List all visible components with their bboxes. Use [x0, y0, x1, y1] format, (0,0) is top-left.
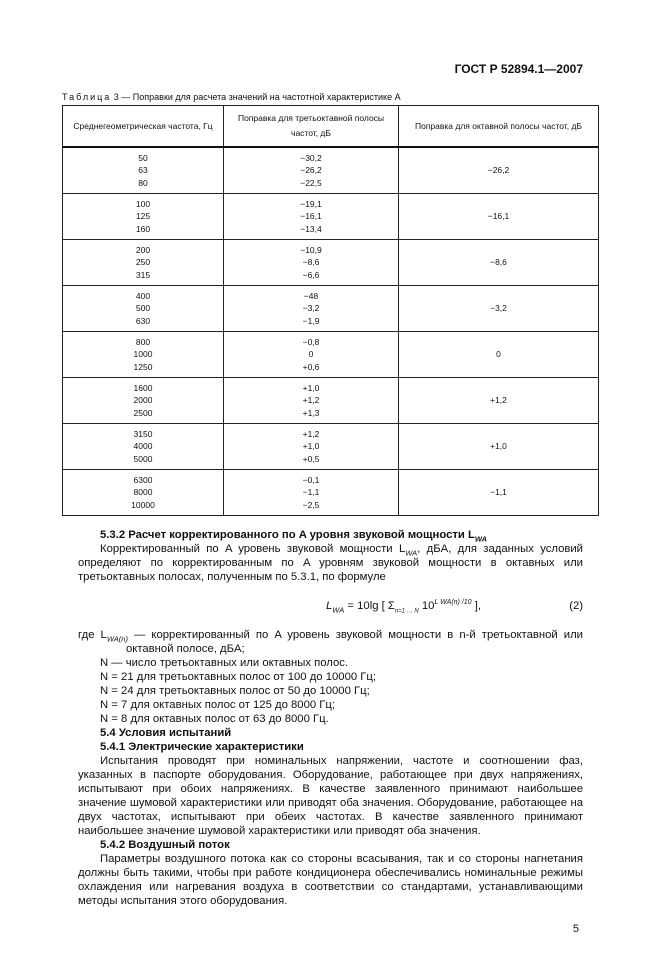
- freqs-value: 100: [135, 198, 151, 209]
- section-heading-5-4-1: 5.4.1 Электрические характеристики: [100, 741, 304, 753]
- third-value: +1,0: [302, 441, 320, 452]
- third-value: −6,6: [302, 269, 320, 280]
- freqs-value: 4000: [133, 441, 153, 452]
- third-value: +1,0: [302, 382, 320, 393]
- table-row: [63, 470, 599, 516]
- freqs-value: 10000: [131, 499, 155, 510]
- list-item: N = 7 для октавных полос от 125 до 8000 Гц;: [100, 699, 336, 711]
- table-row: [63, 378, 599, 424]
- third-value: 0: [308, 349, 314, 360]
- freqs-value: 125: [135, 211, 151, 222]
- third-value: +1,3: [302, 407, 320, 418]
- freqs-value: 50: [138, 152, 148, 163]
- section-heading-5-3-2: 5.3.2 Расчет корректированного по A уровня звуковой мощности $L_{WA}$: [100, 529, 487, 544]
- octave-cell: +1,2: [399, 378, 599, 424]
- definition: где $L_{WA(n)}$ — корректированный по A уровень звуковой мощности в n-й третьоктавной или октавной полосе, дБA;: [78, 629, 583, 655]
- column-header: Поправка для октавной полосы частот, дБ: [399, 106, 599, 148]
- octave-cell: −1,1: [399, 470, 599, 516]
- table-row: [63, 240, 599, 286]
- freqs-cell: [63, 470, 224, 516]
- caption-text: 3 — Поправки для расчета значений на частотной характеристике A: [111, 92, 401, 102]
- freqs-cell: [63, 286, 224, 332]
- freqs-cell: [63, 147, 224, 194]
- third-value: −1,9: [302, 315, 320, 326]
- table-row: [63, 286, 599, 332]
- list-item: N = 8 для октавных полос от 63 до 8000 Гц.: [100, 713, 329, 725]
- freqs-cell: [63, 194, 224, 240]
- freqs-cell: [63, 378, 224, 424]
- table-row: [63, 147, 599, 194]
- freqs-cell: [63, 424, 224, 470]
- third-cell: [224, 424, 399, 470]
- correction-table: [62, 105, 599, 516]
- third-value: −16,1: [300, 211, 322, 222]
- section-heading-5-4: 5.4 Условия испытаний: [100, 727, 232, 739]
- formula-expression: $L_{WA} = 10\lg$ [ $\Sigma_{n=1 \dots N}$ $10^{L WA(n) /10}$ ],: [326, 599, 481, 615]
- third-cell: [224, 286, 399, 332]
- third-value: −0,8: [302, 336, 320, 347]
- freqs-value: 160: [135, 223, 151, 234]
- table-caption: [62, 91, 599, 103]
- octave-cell: −8,6: [399, 240, 599, 286]
- table-row: [63, 332, 599, 378]
- list-item: N = 21 для третьоктавных полос от 100 до 10000 Гц;: [100, 671, 376, 683]
- octave-cell: −3,2: [399, 286, 599, 332]
- third-value: −22,5: [300, 177, 322, 188]
- third-cell: [224, 378, 399, 424]
- third-value: −13,4: [300, 223, 322, 234]
- paragraph: Параметры воздушного потока как со стороны всасывания, так и со стороны нагнетания должны быть такими, чтобы при работе кондиционера обеспечивались номинальные режимы охлаждения или нагревания воздуха в соответствии со стандартами, устанавливающими методы испытания этого оборудования.: [78, 853, 583, 907]
- table-row: [63, 194, 599, 240]
- freqs-value: 80: [138, 177, 148, 188]
- caption-label: Таблица: [62, 92, 112, 102]
- document-id: ГОСТ Р 52894.1—2007: [454, 62, 583, 76]
- octave-cell: −26,2: [399, 147, 599, 194]
- freqs-value: 800: [135, 336, 151, 347]
- third-value: −19,1: [300, 198, 322, 209]
- octave-cell: −16,1: [399, 194, 599, 240]
- third-value: −26,2: [300, 165, 322, 176]
- page-number: 5: [572, 923, 579, 935]
- paragraph: Испытания проводят при номинальных напряжении, частоте и соотношении фаз, указанных в паспорте оборудования. Оборудование, работающее при двух напряжениях, испытывают при обоих напряжениях. В качестве заявленного принимают наибольшее значение шумовой характеристики или приводят оба значения. Оборудование, работающее на двух частотах, испытывают при обеих частотах. В качестве заявленного принимают наибольшее значение шумовой характеристики или приводят оба значения.: [78, 755, 583, 837]
- third-value: +0,5: [302, 453, 320, 464]
- third-cell: [224, 147, 399, 194]
- freqs-value: 63: [138, 165, 148, 176]
- octave-cell: +1,0: [399, 424, 599, 470]
- freqs-value: 3150: [133, 428, 153, 439]
- third-value: −30,2: [300, 152, 322, 163]
- third-value: +1,2: [302, 395, 320, 406]
- definition: N — число третьоктавных или октавных полос.: [100, 657, 349, 669]
- freqs-value: 1600: [133, 382, 153, 393]
- table-row: [63, 424, 599, 470]
- third-value: −10,9: [300, 244, 322, 255]
- third-value: −2,5: [302, 499, 320, 510]
- freqs-value: 400: [135, 290, 151, 301]
- octave-cell: 0: [399, 332, 599, 378]
- third-value: +1,2: [302, 428, 320, 439]
- third-cell: [224, 332, 399, 378]
- third-value: −48: [303, 290, 319, 301]
- freqs-value: 1000: [133, 349, 153, 360]
- freqs-value: 1250: [133, 361, 153, 372]
- freqs-value: 250: [135, 257, 151, 268]
- freqs-value: 2000: [133, 395, 153, 406]
- body-text: [78, 528, 583, 908]
- list-item: N = 24 для третьоктавных полос от 50 до 10000 Гц;: [100, 685, 370, 697]
- third-value: −3,2: [302, 303, 320, 314]
- freqs-cell: [63, 332, 224, 378]
- formula-2: [78, 584, 583, 628]
- paragraph: Корректированный по A уровень звуковой мощности $L_{WA}$, дБA, для заданных условий определяют по корректированным по A уровням звуковой мощности в октавных или третьоктавных полосах, полученным по 5.3.1, по формуле: [78, 543, 583, 583]
- third-cell: [224, 240, 399, 286]
- freqs-value: 2500: [133, 407, 153, 418]
- freqs-value: 8000: [133, 487, 153, 498]
- third-cell: [224, 194, 399, 240]
- freqs-value: 5000: [133, 453, 153, 464]
- section-heading-5-4-2: 5.4.2 Воздушный поток: [100, 839, 230, 851]
- third-value: −8,6: [302, 257, 320, 268]
- freqs-value: 500: [135, 303, 151, 314]
- freqs-cell: [63, 240, 224, 286]
- freqs-value: 200: [135, 244, 151, 255]
- third-value: −1,1: [302, 487, 320, 498]
- third-value: −0,1: [302, 474, 320, 485]
- column-header: Среднегеометрическая частота, Гц: [63, 106, 224, 148]
- third-value: +0,6: [302, 361, 320, 372]
- third-cell: [224, 470, 399, 516]
- freqs-value: 6300: [133, 474, 153, 485]
- formula-number: (2): [569, 600, 583, 612]
- freqs-value: 315: [135, 269, 151, 280]
- freqs-value: 630: [135, 315, 151, 326]
- column-header: Поправка для третьоктавной полосы частот, дБ: [224, 106, 399, 148]
